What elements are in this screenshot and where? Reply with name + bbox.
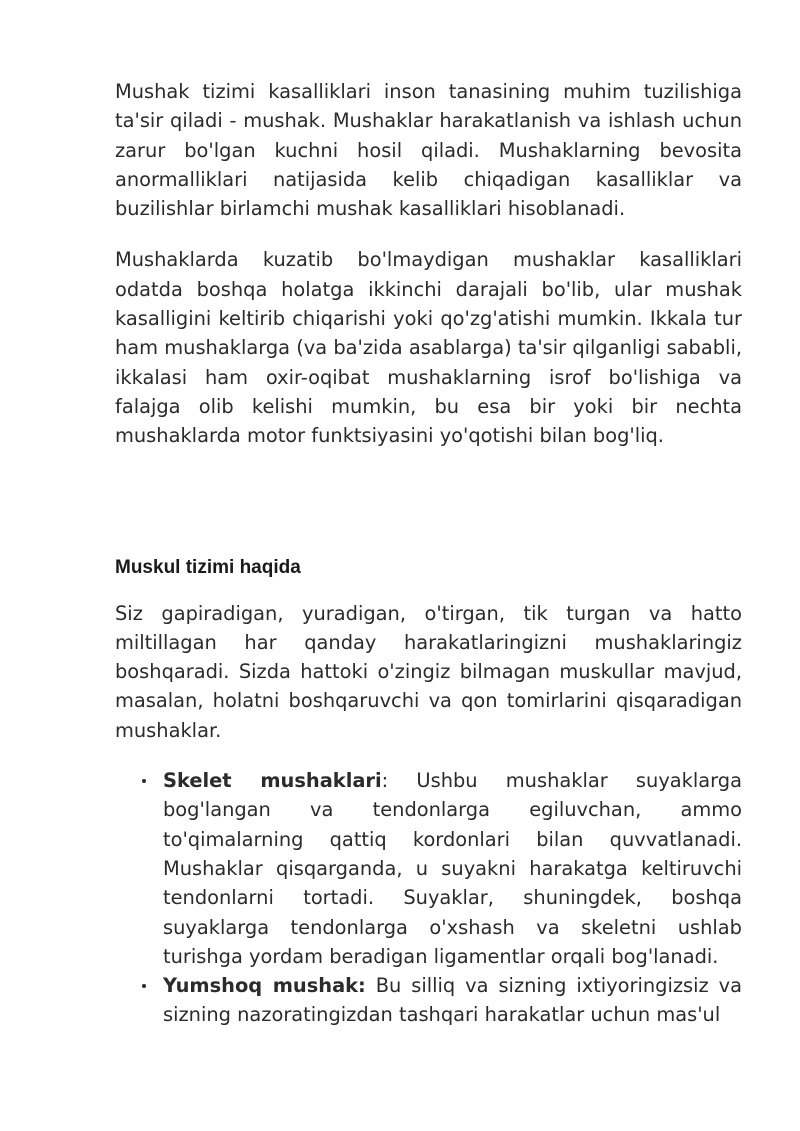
paragraph-muscle-system-intro: Siz gapiradigan, yuradigan, o'tirgan, tik turgan va hatto miltillagan har qanday harakatlaringizni mushaklaringiz boshqaradi. Sizda hattoki o'zingiz bilmagan muskullar mavjud, masalan, holatni boshqaruvchi va qon tomirlarini qisqaradigan mushaklar. <box>115 601 742 742</box>
document-body <box>115 77 742 1030</box>
list-item-term: Skelet mushaklari <box>163 769 382 793</box>
list-item-term: Yumshoq mushak: <box>163 974 366 998</box>
muscle-types-list <box>115 766 742 1030</box>
paragraph-muscle-diseases-intro: Mushak tizimi kasalliklari inson tanasining muhim tuzilishiga ta'sir qiladi - mushak. Mushaklar harakatlanish va ishlash uchun zarur bo'lgan kuchni hosil qiladi. Mushaklarning bevosita anormalliklari natijasida kelib chiqadigan kasalliklar va buzilishlar birlamchi mushak kasalliklari hisoblanadi. <box>115 80 742 221</box>
list-item-separator: : <box>381 769 389 793</box>
paragraph-secondary-muscle-diseases: Mushaklarda kuzatib bo'lmaydigan mushaklar kasalliklari odatda boshqa holatga ikkinchi darajali bo'lib, ular mushak kasalligini keltirib chiqarishi yoki qo'zg'atishi mumkin. Ikkala tur ham mushaklarga (va ba'zida asablarga) ta'sir qilganligi sababli, ikkalasi ham oxir-oqibat mushaklarning isrof bo'lishiga va falajga olib kelishi mumkin, bu esa bir yoki bir nechta mushaklarda motor funktsiyasini yo'qotishi bilan bog'liq. <box>115 248 742 448</box>
bullet-icon <box>142 779 146 783</box>
list-item-smooth-muscle <box>115 971 742 1030</box>
bullet-icon <box>142 984 146 988</box>
section-heading: Muskul tizimi haqida <box>115 556 301 578</box>
list-item-text: Bu silliq va sizning ixtiyoringizsiz va sizning nazoratingizdan tashqari harakatlar uchun mas'ul <box>163 974 743 1027</box>
list-item-text: Ushbu mushaklar suyaklarga bog'langan va tendonlarga egiluvchan, ammo to'qimalarning qattiq kordonlari bilan quvvatlanadi. Mushaklar qisqarganda, u suyakni harakatga keltiruvchi tendonlarni tortadi. Suyaklar, shuningdek, boshqa suyaklarga tendonlarga o'xshash va skeletni ushlab turishga yordam beradigan ligamentlar orqali bog'lanadi. <box>163 769 742 968</box>
list-item-skeletal-muscles <box>115 766 742 971</box>
